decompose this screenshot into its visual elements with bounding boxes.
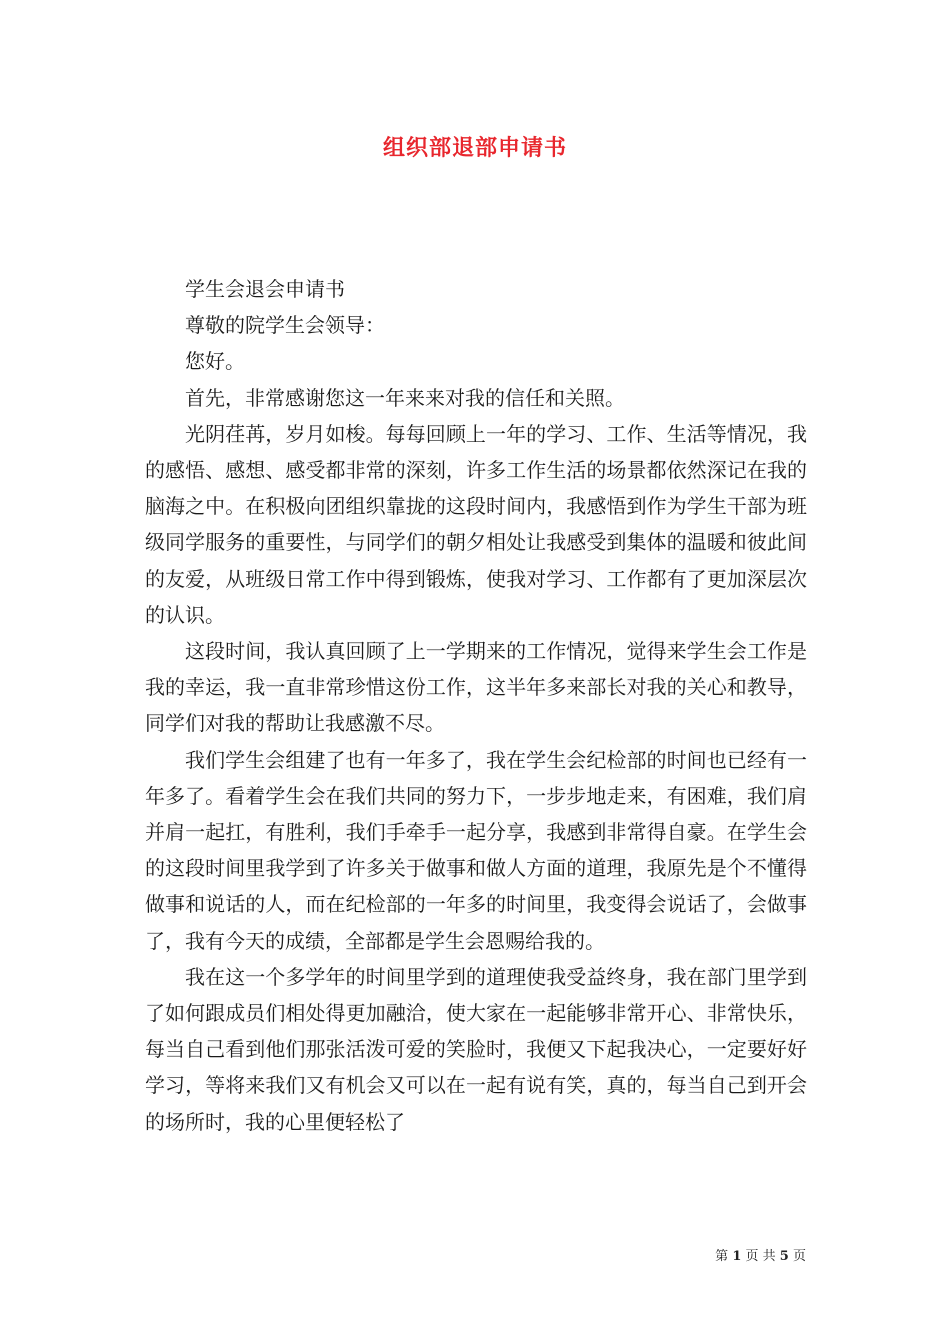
paragraph: 我在这一个多学年的时间里学到的道理使我受益终身，我在部门里学到了如何跟成员们相处得更加融洽，使大家在一起能够非常开心、非常快乐，每当自己看到他们那张活泼可爱的笑脸时，我便又下起我决心，一定要好好学习，等将来我们又有机会又可以在一起有说有笑，真的，每当自己到开会的场所时，我的心里便轻松了 xyxy=(145,964,807,1134)
paragraph: 光阴荏苒，岁月如梭。每每回顾上一年的学习、工作、生活等情况，我的感悟、感想、感受都非常的深刻，许多工作生活的场景都依然深记在我的脑海之中。在积极向团组织靠拢的这段时间内，我感悟到作为学生干部为班级同学服务的重要性，与同学们的朝夕相处让我感受到集体的温暖和彼此间的友爱，从班级日常工作中得到锻炼，使我对学习、工作都有了更加深层次的认识。 xyxy=(145,421,807,627)
footer-suffix: 页 xyxy=(792,1249,806,1264)
current-page-number: 1 xyxy=(732,1249,742,1264)
total-pages-number: 5 xyxy=(779,1249,789,1264)
paragraph: 您好。 xyxy=(185,349,245,374)
footer-prefix: 第 xyxy=(715,1249,729,1264)
page-number-footer xyxy=(640,1245,806,1264)
paragraph: 首先，非常感谢您这一年来来对我的信任和关照。 xyxy=(185,385,625,410)
paragraph: 我们学生会组建了也有一年多了，我在学生会纪检部的时间也已经有一年多了。看着学生会在我们共同的努力下，一步步地走来，有困难，我们肩并肩一起扛，有胜利，我们手牵手一起分享，我感到非常得自豪。在学生会的这段时间里我学到了许多关于做事和做人方面的道理，我原先是个不懂得做事和说话的人，而在纪检部的一年多的时间里，我变得会说话了，会做事了，我有今天的成绩，全部都是学生会恩赐给我的。 xyxy=(145,747,807,953)
document-body xyxy=(145,271,807,1140)
footer-middle: 页 共 xyxy=(745,1249,776,1264)
paragraph: 尊敬的院学生会领导： xyxy=(185,313,385,338)
paragraph: 这段时间，我认真回顾了上一学期来的工作情况，觉得来学生会工作是我的幸运，我一直非常珍惜这份工作，这半年多来部长对我的关心和教导，同学们对我的帮助让我感激不尽。 xyxy=(145,639,807,736)
paragraph: 学生会退会申请书 xyxy=(185,277,345,301)
page-title: 组织部退部申请书 xyxy=(382,135,567,161)
